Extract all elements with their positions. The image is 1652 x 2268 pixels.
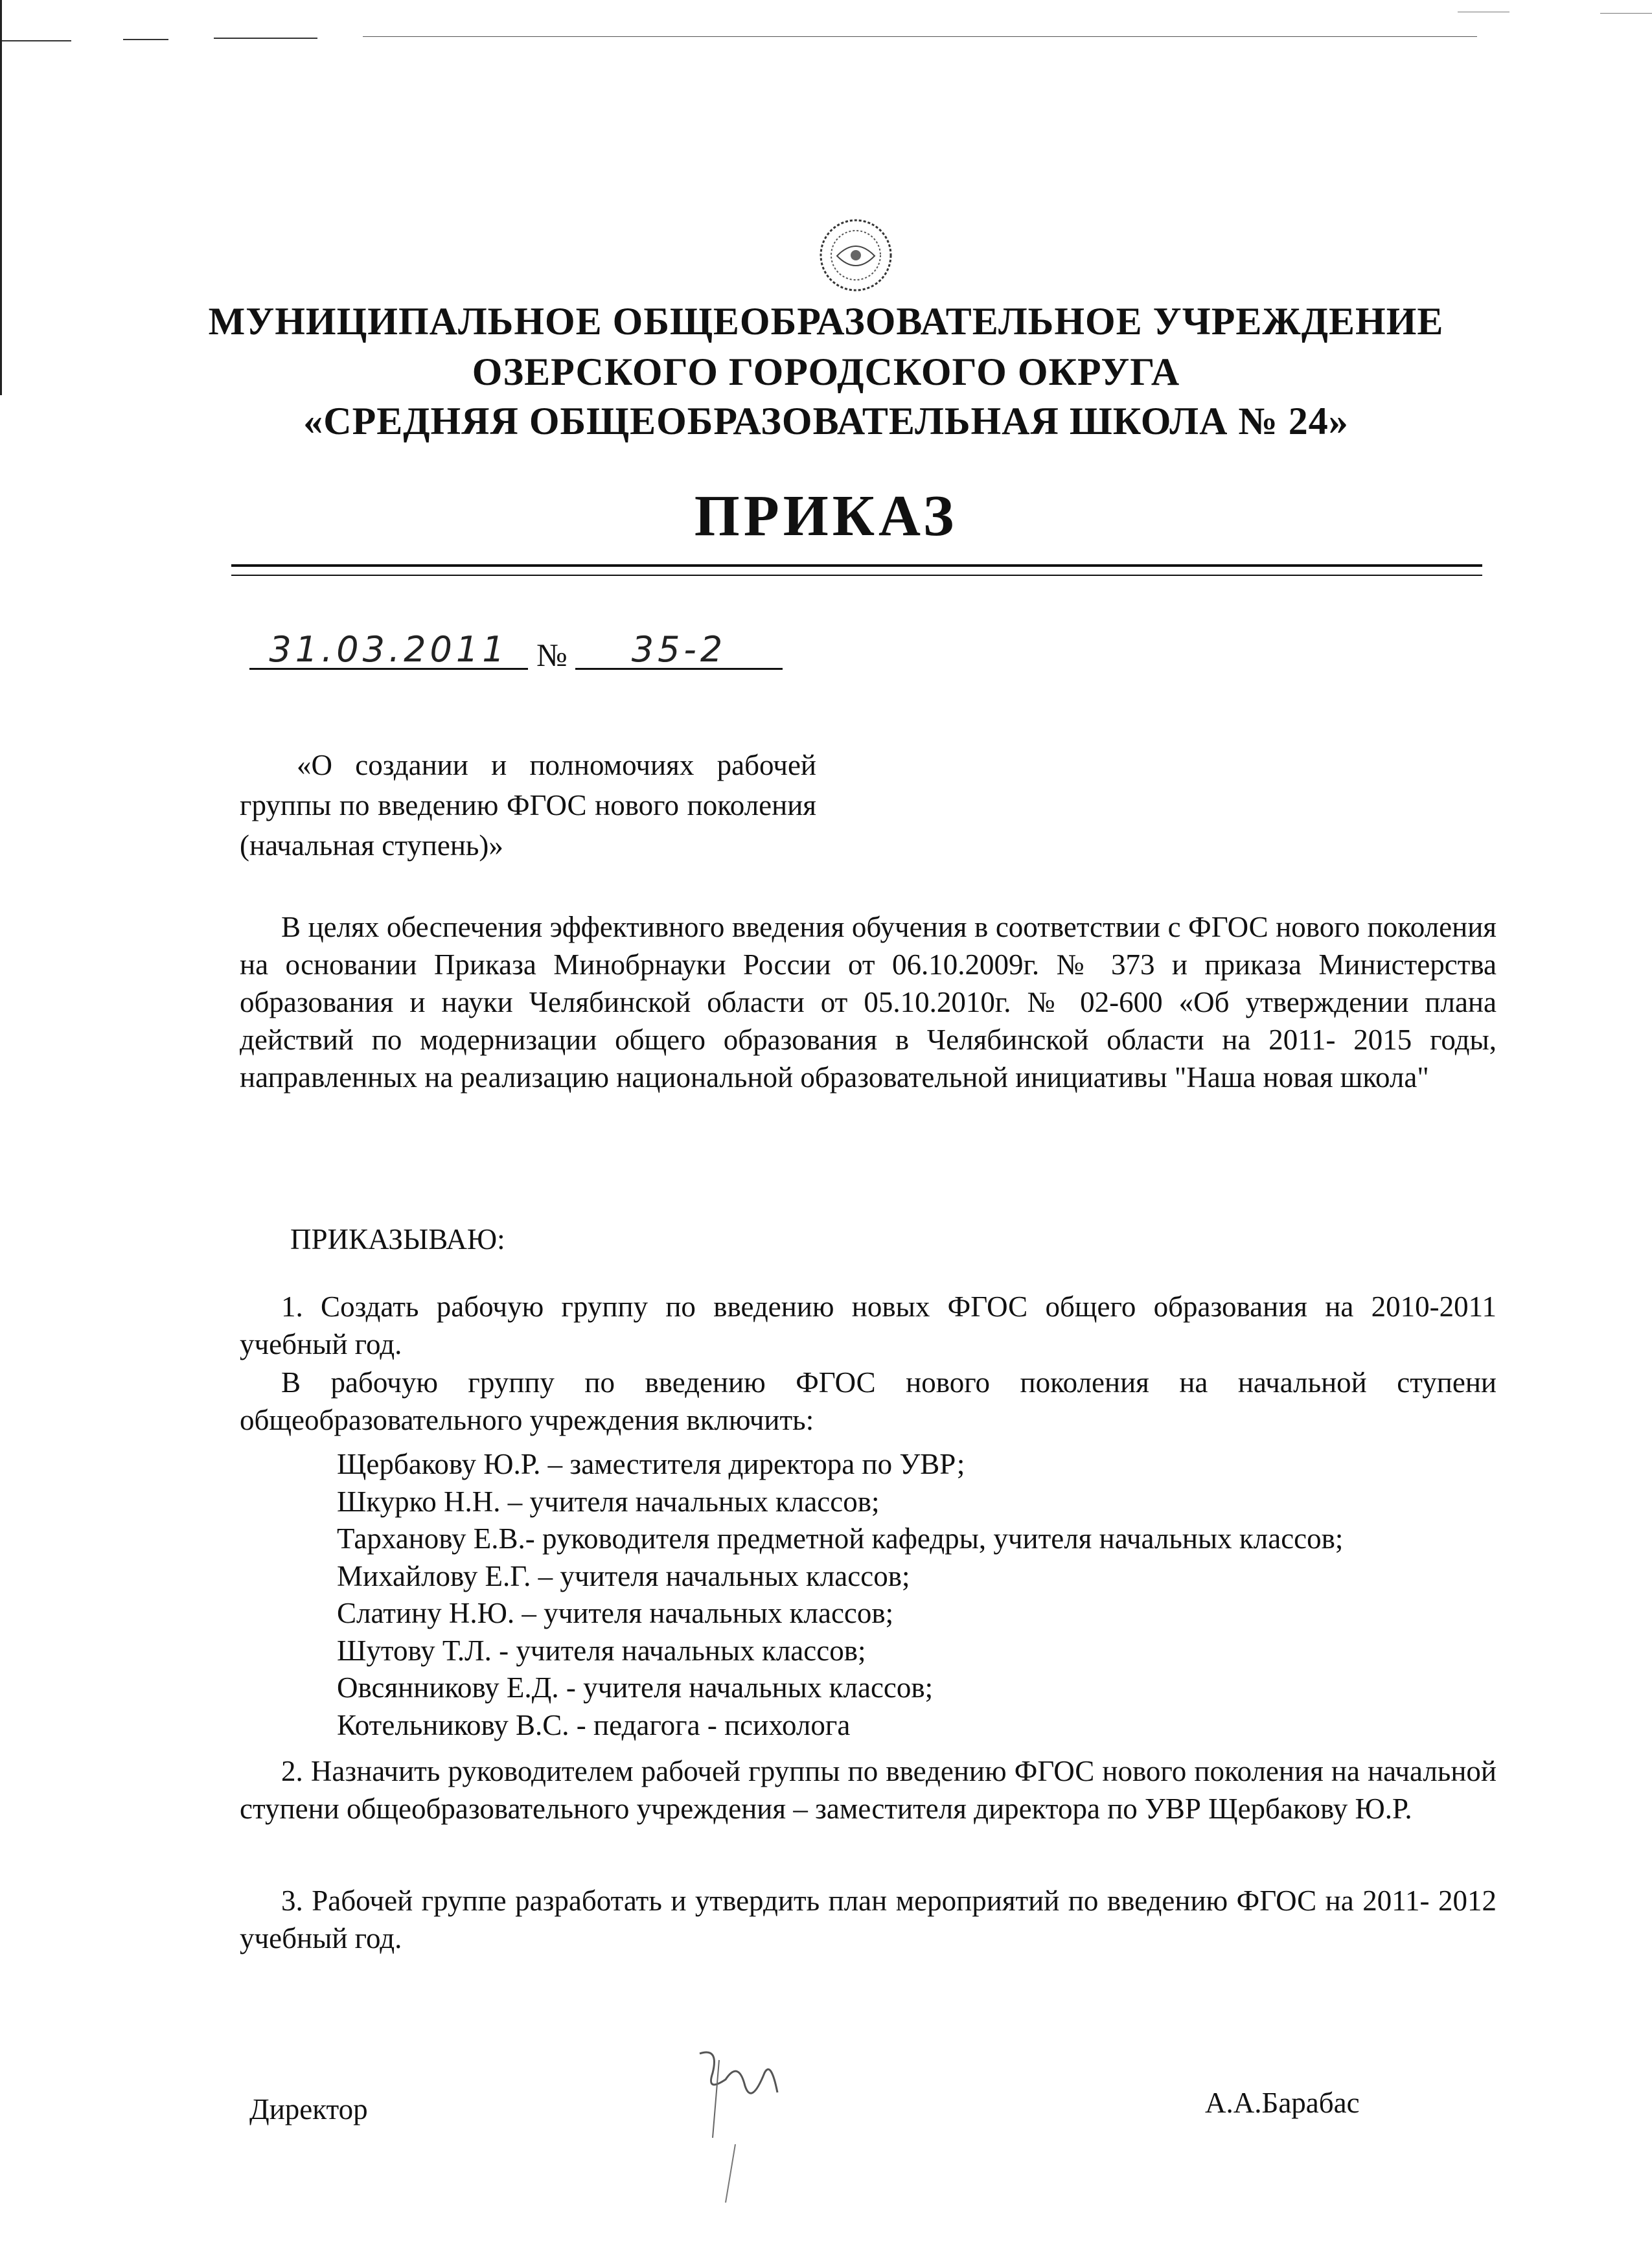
school-emblem-icon xyxy=(818,217,894,293)
member-item: Овсянникову Е.Д. - учителя начальных классов; xyxy=(337,1671,934,1704)
director-position: Директор xyxy=(249,2093,368,2125)
member-item: Слатину Н.Ю. – учителя начальных классов; xyxy=(337,1597,894,1629)
member-item: Тарханову Е.В.- руководителя предметной кафедры, учителя начальных классов; xyxy=(337,1522,1344,1555)
members-intro-text: В рабочую группу по введению ФГОС нового поколения на начальной ступени общеобразовательного учреждения включить: xyxy=(240,1366,1497,1436)
order-item-2 xyxy=(240,1752,1497,1827)
member-item: Шутову Т.Л. - учителя начальных классов; xyxy=(337,1634,866,1667)
member-item: Щербакову Ю.Р. – заместителя директора по УВР; xyxy=(337,1448,965,1480)
order-item-2-text: 2. Назначить руководителем рабочей группы по введению ФГОС нового поколения на начальной ступени общеобразовательного учреждения – заместителя директора по УВР Щербакову Ю.Р. xyxy=(240,1755,1497,1825)
scan-artifact-top-line xyxy=(123,39,168,40)
order-subject xyxy=(240,745,816,865)
member-item: Шкурко Н.Н. – учителя начальных классов; xyxy=(337,1485,880,1518)
scan-artifact-top-line xyxy=(1600,13,1652,14)
preamble-paragraph xyxy=(240,908,1497,1096)
handwritten-signature-icon xyxy=(674,2034,803,2228)
header-divider-thick xyxy=(231,564,1482,567)
order-directive-word: ПРИКАЗЫВАЮ: xyxy=(290,1223,505,1255)
scan-artifact-left-edge xyxy=(0,0,2,395)
document-title: ПРИКАЗ xyxy=(694,484,958,548)
scan-artifact-top-line xyxy=(0,40,71,41)
order-item-1 xyxy=(240,1288,1497,1363)
scan-artifact-top-line xyxy=(214,38,317,39)
order-item-3-text: 3. Рабочей группе разработать и утвердить план мероприятий по введению ФГОС на 2011- 2012 учебный год. xyxy=(240,1884,1497,1954)
scan-artifact-top-line xyxy=(363,36,1477,37)
order-number: 35-2 xyxy=(575,632,783,670)
order-number-label: № xyxy=(536,637,568,673)
member-item: Михайлову Е.Г. – учителя начальных классов; xyxy=(337,1559,910,1592)
order-item-3 xyxy=(240,1882,1497,1957)
institution-name-line1: МУНИЦИПАЛЬНОЕ ОБЩЕОБРАЗОВАТЕЛЬНОЕ УЧРЕЖДЕНИЕ xyxy=(208,300,1444,343)
header-divider-thin xyxy=(231,575,1482,576)
order-subject-text: «О создании и полномочиях рабочей группы по введению ФГОС нового поколения (начальная ступень)» xyxy=(240,749,816,862)
director-name: А.А.Барабас xyxy=(1205,2087,1360,2119)
institution-name-line2: ОЗЕРСКОГО ГОРОДСКОГО ОКРУГА xyxy=(472,350,1180,393)
institution-name-line3: «СРЕДНЯЯ ОБЩЕОБРАЗОВАТЕЛЬНАЯ ШКОЛА № 24» xyxy=(303,400,1349,442)
order-date: 31.03.2011 xyxy=(249,632,528,670)
members-intro xyxy=(240,1364,1497,1439)
preamble-text: В целях обеспечения эффективного введения обучения в соответствии с ФГОС нового поколения на основании Приказа Минобрнауки России от 06.10.2009г. № 373 и приказа Министерства образования и науки Челябинской области от 05.10.2010г. № 02-600 «Об утверждении плана действий по модернизации общего образования в Челябинской области на 2011- 2015 годы, направленных на реализацию национальной образовательной инициативы "Наша новая школа" xyxy=(240,911,1497,1094)
member-item: Котельникову В.С. - педагога - психолога xyxy=(337,1708,851,1741)
working-group-members-list xyxy=(337,1446,1343,1744)
order-item-1-text: 1. Создать рабочую группу по введению новых ФГОС общего образования на 2010-2011 учебный год. xyxy=(240,1290,1497,1360)
